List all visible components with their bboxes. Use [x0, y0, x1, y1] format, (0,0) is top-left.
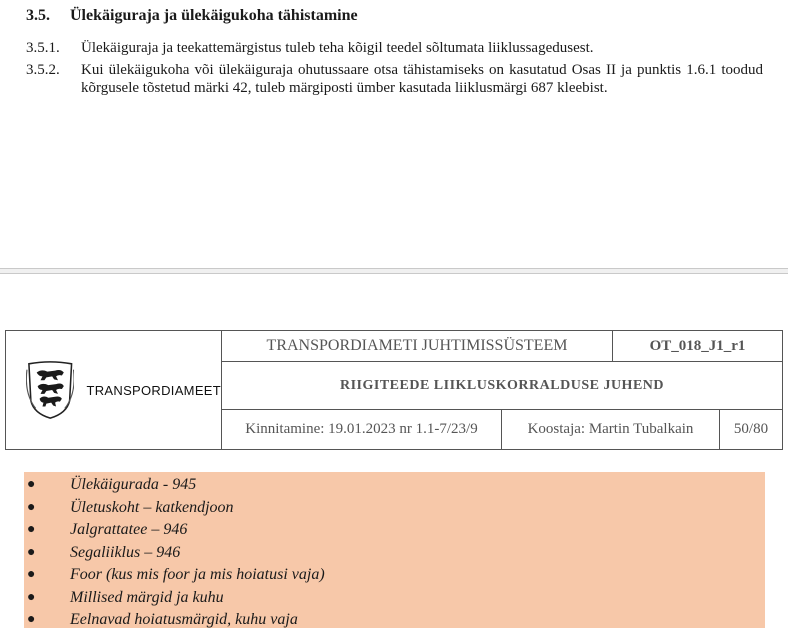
management-system-cell: TRANSPORDIAMETI JUHTIMISSÜSTEEM [266, 337, 568, 354]
author-cell: Koostaja: Martin Tubalkain [527, 421, 694, 437]
three-lions-coat-of-arms-icon [26, 359, 74, 421]
notes-highlight-box [24, 472, 765, 628]
document-page [0, 0, 788, 268]
bullet-icon: ● [27, 477, 36, 492]
bullet-icon: ● [27, 612, 36, 627]
clause-number: 3.5.2. [26, 62, 60, 78]
list-item-text: Eelnavad hoiatusmärgid, kuhu vaja [70, 611, 298, 628]
document-header-table [5, 330, 783, 450]
document-code-cell: OT_018_J1_r1 [649, 337, 746, 354]
list-item-text: Segaliiklus – 946 [70, 543, 181, 561]
clause-text: Kui ülekäigukoha või ülekäiguraja ohutussaare otsa tähistamiseks on kasutatud Osas II ja punktis 1.6.1 toodud kõrgusele tõstetud märki 42, tuleb märgiposti ümber kasutada liiklusmärgi 687 kleebist. [81, 62, 763, 96]
clause-number: 3.5.1. [26, 40, 60, 56]
section-heading [26, 7, 358, 25]
page-number-cell: 50/80 [733, 421, 769, 437]
bullet-icon: ● [27, 567, 36, 582]
page-separator [0, 268, 788, 274]
org-name: TRANSPORDIAMEET [86, 382, 221, 398]
bullet-icon: ● [27, 544, 36, 560]
list-item-text: Millised märgid ja kuhu [70, 588, 224, 606]
list-item-text: Jalgrattatee – 946 [70, 521, 188, 538]
bullet-icon: ● [27, 522, 36, 537]
list-item-text: Ülekäigurada - 945 [70, 476, 197, 493]
approval-cell: Kinnitamine: 19.01.2023 nr 1.1-7/23/9 [245, 421, 478, 437]
bullet-icon: ● [27, 589, 36, 605]
document-title-cell: RIIGITEEDE LIIKLUSKORRALDUSE JUHEND [339, 377, 665, 393]
clause-text: Ülekäiguraja ja teekattemärgistus tuleb teha kõigil teedel sõltumata liiklussagedusest. [81, 40, 594, 56]
list-item-text: Ületuskoht – katkendjoon [70, 498, 234, 516]
section-number: 3.5. [26, 7, 50, 24]
logo-cell [6, 331, 221, 449]
bullet-icon: ● [27, 499, 36, 515]
section-title: Ülekäiguraja ja ülekäigukoha tähistamine [70, 7, 358, 24]
list-item-text: Foor (kus mis foor ja mis hoiatusi vaja) [70, 566, 325, 583]
